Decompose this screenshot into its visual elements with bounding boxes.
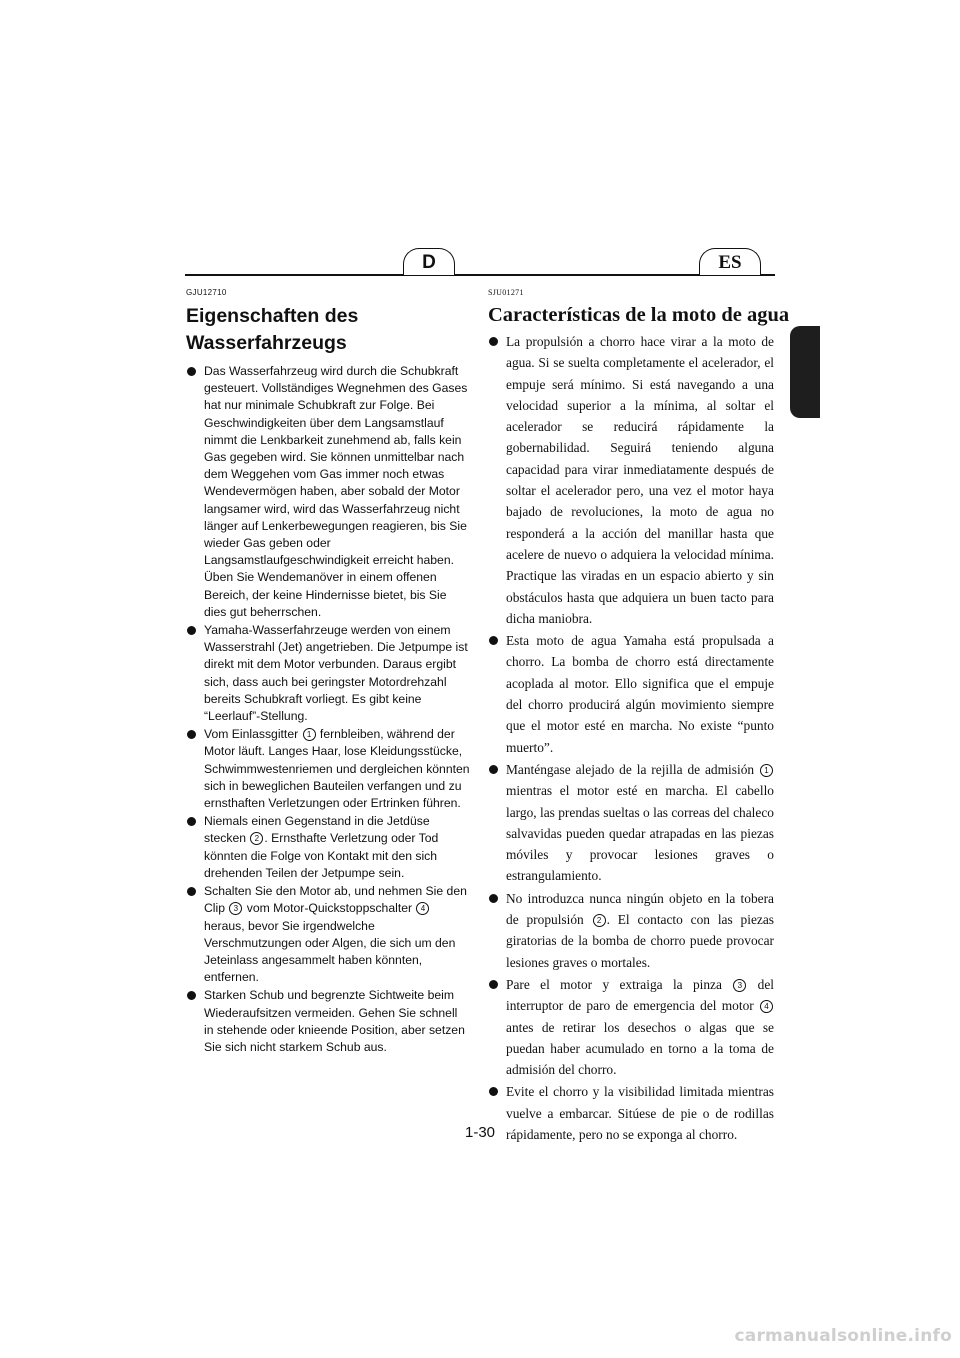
list-item: [186, 813, 470, 882]
bullet-icon: [489, 765, 498, 774]
bullet-text: Niemals einen Gegenstand in die Jetdüse stecken: [204, 814, 430, 846]
spanish-column: [488, 288, 790, 1146]
callout-number: 2: [250, 832, 263, 845]
list-item: [186, 987, 470, 1056]
bullet-icon: [187, 730, 196, 739]
bullet-text: heraus, bevor Sie irgendwelche Verschmutzungen oder Algen, die sich um den Jeteinlass angesammelt haben könnten, entfernen.: [204, 918, 456, 985]
bullet-icon: [489, 980, 498, 989]
list-item: [186, 363, 470, 621]
bullet-icon: [489, 337, 498, 346]
callout-number: 3: [229, 902, 242, 915]
list-item: [488, 331, 774, 629]
section-title-german: [186, 303, 470, 357]
bullet-text: mientras el motor esté en marcha. El cabello largo, las prendas sueltas o las correas del chaleco salvavidas pueden quedar atrapadas en las piezas móviles y provocar lesiones graves o estrangulamiento.: [506, 783, 774, 884]
list-item: [186, 883, 470, 986]
section-code-german: GJU12710: [186, 288, 227, 297]
bullet-icon: [489, 894, 498, 903]
bullet-icon: [187, 887, 196, 896]
bullet-text: vom Motor-Quickstoppschalter: [243, 901, 416, 916]
bullet-text: Vom Einlassgitter: [204, 727, 302, 742]
section-title-spanish: Características de la moto de agua: [488, 304, 790, 326]
bullet-text: . El contacto con las piezas giratorias de la bomba de chorro puede provocar lesiones graves o mortales.: [506, 912, 774, 970]
list-item: [488, 759, 774, 887]
language-header: [185, 248, 775, 278]
callout-number: 2: [593, 914, 606, 927]
bullet-text: Schalten Sie den Motor ab, und nehmen Sie den Clip: [204, 884, 467, 916]
bullet-text: Yamaha-Wasserfahrzeuge werden von einem Wasserstrahl (Jet) angetrieben. Die Jetpumpe ist direkt mit dem Motor verbunden. Daraus ergibt sich, dass auch bei geringster Motordrehzahl bereits Schubkraft vorliegt. Es gibt keine “Leerlauf”-Stellung.: [204, 623, 468, 724]
title-line-2: Wasserfahrzeugs: [186, 332, 347, 354]
chapter-side-tab: [790, 326, 820, 418]
bullet-text: Evite el chorro y la visibilidad limitada mientras vuelve a embarcar. Sitúese de pie o de rodillas rápidamente, pero no se exponga al chorro.: [506, 1084, 774, 1142]
german-column: [186, 288, 470, 1057]
language-tab-spanish: ES: [699, 248, 761, 275]
bullet-text: Pare el motor y extraiga la pinza: [506, 976, 733, 992]
bullet-icon: [187, 817, 196, 826]
callout-number: 1: [303, 728, 316, 741]
bullet-icon: [489, 1087, 498, 1096]
list-item: [488, 888, 774, 973]
bullet-text: La propulsión a chorro hace virar a la moto de agua. Si se suelta completamente el acelerador, el empuje será mínimo. Si está navegando a una velocidad superior a la mínima, al soltar el acelerador se reducirá rápidamente la gobernabilidad. Seguirá teniendo alguna capacidad para virar inmediatamente después de soltar el acelerador pero, una vez el motor haya bajado de revoluciones, la moto de agua no responderá a la acción del manillar hasta que acelere de nuevo o adquiera la velocidad mínima. Practique las viradas en un espacio abierto y sin obstáculos hasta que adquiera un buen tacto para dicha maniobra.: [506, 334, 774, 626]
title-line-1: Eigenschaften des: [186, 305, 359, 327]
bullet-text: Starken Schub und begrenzte Sichtweite beim Wiederaufsitzen vermeiden. Gehen Sie schnell in stehende oder knieende Position, aber setzen Sie sich nicht starkem Schub aus.: [204, 988, 465, 1054]
spanish-bullet-list: [488, 331, 774, 1145]
bullet-text: No introduzca nunca ningún objeto en la tobera de propulsión: [506, 890, 774, 928]
list-item: [488, 630, 774, 758]
bullet-text: Das Wasserfahrzeug wird durch die Schubkraft gesteuert. Vollständiges Wegnehmen des Gases hat nur minimale Schubkraft zur Folge. Bei Geschwindigkeiten über dem Langsamstlauf nimmt die Lenkbarkeit zunehmend ab, falls kein Gas gegeben wird. Sie können unmittelbar nach dem Weggehen vom Gas immer noch etwas Wendevermögen haben, aber sobald der Motor langsamer wird, wird das Wasserfahrzeug nicht länger auf Lenkerbewegungen reagieren, bis Sie wieder Gas geben oder Langsamstlaufgeschwindigkeit erreicht haben. Üben Sie Wendemanöver in einem offenen Bereich, der keine Hindernisse bietet, bis Sie dies gut beherrschen.: [204, 364, 468, 619]
bullet-icon: [187, 991, 196, 1000]
bullet-text: Manténgase alejado de la rejilla de admisión: [506, 761, 759, 777]
section-code-spanish: SJU01271: [488, 288, 524, 297]
callout-number: 4: [760, 1000, 773, 1013]
page-number: 1-30: [464, 1124, 496, 1141]
german-bullet-list: [186, 363, 470, 1056]
callout-number: 3: [733, 979, 746, 992]
bullet-text: antes de retirar los desechos o algas que se puedan haber acumulado en torno a la toma de admisión del chorro.: [506, 1019, 774, 1078]
language-tab-german: D: [403, 248, 455, 275]
header-rule: [185, 274, 775, 276]
callout-number: 1: [760, 764, 773, 777]
list-item: [186, 726, 470, 812]
list-item: [488, 974, 774, 1080]
list-item: [488, 1081, 774, 1145]
bullet-text: fernbleiben, während der Motor läuft. Langes Haar, lose Kleidungsstücke, Schwimmwestenriemen und dergleichen könnten sich in beweglichen Bauteilen verfangen und zu ernsthaften Verletzungen oder Ertrinken führen.: [204, 727, 470, 811]
list-item: [186, 622, 470, 725]
bullet-text: del interruptor de paro de emergencia del motor: [506, 976, 774, 1014]
bullet-icon: [489, 636, 498, 645]
bullet-icon: [187, 626, 196, 635]
bullet-text: . Ernsthafte Verletzung oder Tod könnten die Folge von Kontakt mit den sich drehenden Teilen der Jetpumpe sein.: [204, 831, 439, 880]
bullet-icon: [187, 367, 196, 376]
watermark: carmanualsonline.info: [734, 1326, 952, 1346]
bullet-text: Esta moto de agua Yamaha está propulsada a chorro. La bomba de chorro está directamente acoplada al motor. Ello significa que el empuje del chorro producirá algún movimiento siempre que el motor esté en marcha. No existe “punto muerto”.: [506, 633, 774, 755]
callout-number: 4: [416, 902, 429, 915]
